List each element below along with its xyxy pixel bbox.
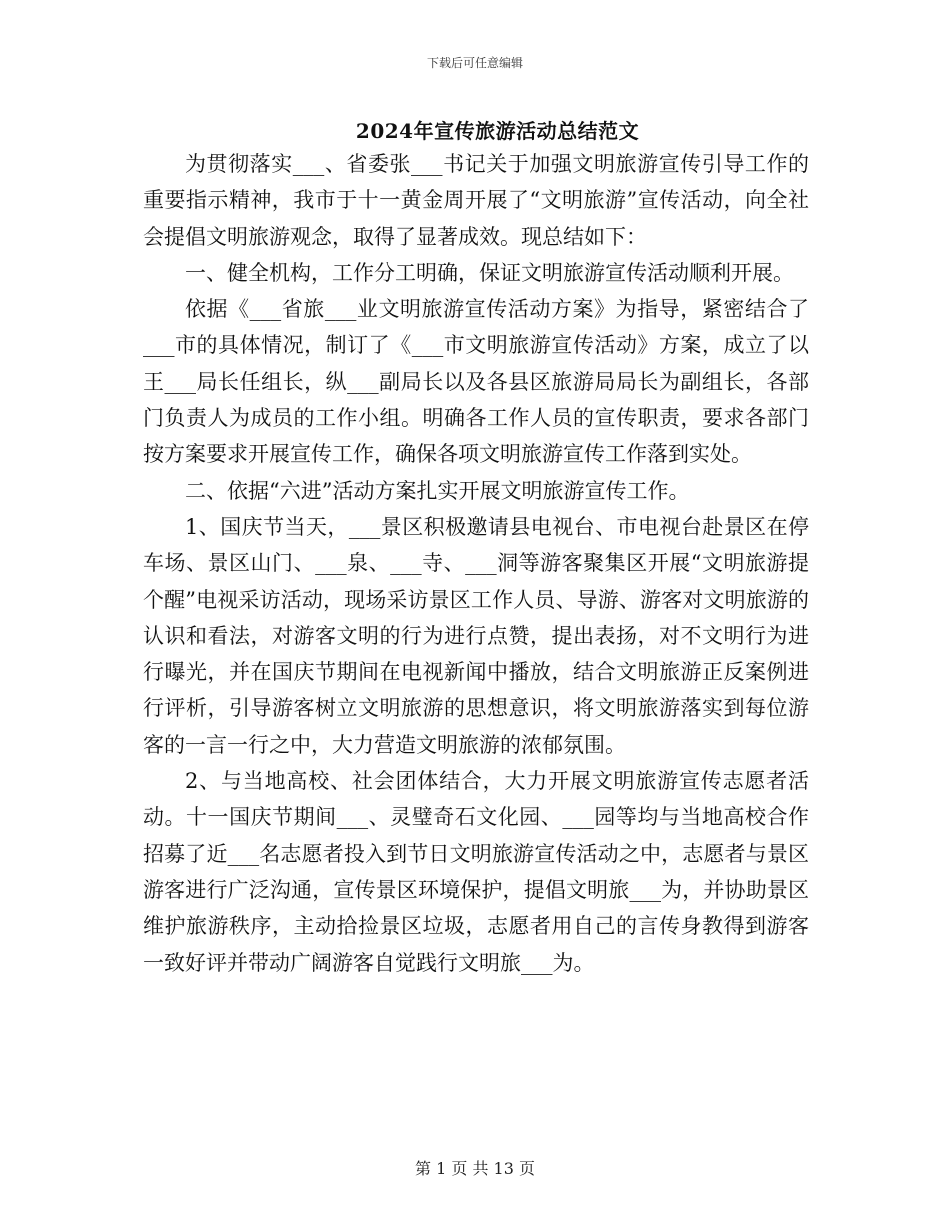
document-title: 2024年宣传旅游活动总结范文 [355,119,640,143]
paragraph-section-2-heading: 二、依据“六进”活动方案扎实开展文明旅游宣传工作。 [185,478,690,503]
paragraph-item-2: 2、与当地高校、社会团体结合，大力开展文明旅游宣传志愿者活动。十一国庆节期间___、灵璧奇石文化园、___园等均与当地高校合作招募了近___名志愿者投入到节日文明旅游宣传活动之中，志愿者与景区游客进行广泛沟通，宣传景区环境保护，提倡文明旅___为，并协助景区维护旅游秩序，主动拾捡景区垃圾，志愿者用自己的言传身教得到游客一致好评并带动广阔游客自觉践行文明旅___为。 [143,769,809,975]
paragraph-item-1: 1、国庆节当天，___景区积极邀请县电视台、市电视台赴景区在停车场、景区山门、___泉、___寺、___洞等游客聚集区开展“文明旅游提个醒”电视采访活动，现场采访景区工作人员、导游、游客对文明旅游的认识和看法，对游客文明的行为进行点赞，提出表扬，对不文明行为进行曝光，并在国庆节期间在电视新闻中播放，结合文明旅游正反案例进行评析，引导游客树立文明旅游的思想意识，将文明旅游落实到每位游客的一言一行之中，大力营造文明旅游的浓郁氛围。 [143,514,809,757]
header-note: 下载后可任意编辑 [426,56,523,70]
page-footer: 第 1 页 共 13 页 [415,1159,535,1178]
paragraph-intro: 为贯彻落实___、省委张___书记关于加强文明旅游宣传引导工作的重要指示精神，我市于十一黄金周开展了“文明旅游”宣传活动，向全社会提倡文明旅游观念，取得了显著成效。现总结如下： [143,152,809,249]
paragraph-section-1-body: 依据《___省旅___业文明旅游宣传活动方案》为指导，紧密结合了___市的具体情况，制订了《___市文明旅游宣传活动》方案，成立了以王___局长任组长，纵___副局长以及各县区旅游局局长为副组长，各部门负责人为成员的工作小组。明确各工作人员的宣传职责，要求各部门按方案要求开展宣传工作，确保各项文明旅游宣传工作落到实处。 [143,297,809,467]
document-body [143,146,809,981]
paragraph-section-1-heading: 一、健全机构，工作分工明确，保证文明旅游宣传活动顺利开展。 [185,260,794,285]
